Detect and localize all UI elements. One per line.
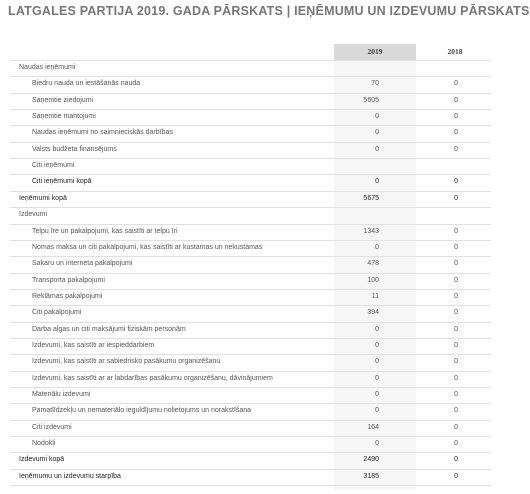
row-label: Pamatlīdzekļu un nemateriālo ieguldījumu nolietojums un norakstīšana [32,407,252,415]
table-row [0,338,491,354]
table-row [0,76,491,92]
table-row [0,354,491,370]
value-2019: 70 [371,80,379,88]
value-2018: 0 [454,309,458,317]
value-2019: 100 [367,276,379,284]
value-2018: 0 [454,96,458,104]
row-label: Izdevumi, kas saistīti ar sabiedrisko pasākumu organizēšanu [32,358,221,366]
row-divider [10,485,491,486]
value-2019: 0 [375,407,379,415]
value-2019: 3185 [363,472,379,480]
table-row [0,174,491,190]
table-row [0,322,491,338]
table-row [0,240,491,256]
row-label: Izdevumi, kas saistīti ar iespieddarbiem [32,341,155,349]
row-label: Citi ieņēmumi [32,162,75,170]
value-2019: 164 [367,423,379,431]
value-2019: 0 [375,113,379,121]
row-label: Saņemtie ziedojumi [32,96,94,104]
table-row [0,158,491,174]
row-label: Citi izdevumi [32,423,72,431]
value-2019: 0 [375,178,379,186]
value-2019: 5605 [363,96,379,104]
row-label: Saņemtie mantojumi [32,113,96,121]
row-label: Darba algas un citi maksājumi fiziskām personām [32,325,186,333]
row-label: Valsts budžeta finansējums [32,145,117,153]
table-row [0,109,491,125]
value-2018: 0 [454,292,458,300]
table-row [0,371,491,387]
table-row [0,256,491,272]
row-label: Naudas ieņēmumi no saimnieciskās darbības [32,129,173,137]
page-title: LATGALES PARTIJA 2019. GADA PĀRSKATS | IEŅĒMUMU UN IZDEVUMU PĀRSKATS [8,4,530,18]
table-row [0,191,491,207]
row-label: Ieņēmumi kopā [19,194,67,202]
value-2018: 0 [454,374,458,382]
table-row [0,305,491,321]
table-row [0,142,491,158]
table-row [0,224,491,240]
row-label: Materiālu izdevumi [32,391,91,398]
value-2019: 0 [375,243,379,251]
row-label: Ieņēmumu un izdevumu starpība [19,472,121,480]
value-2018: 0 [454,227,458,235]
value-2019: 394 [367,309,379,317]
value-2018: 0 [454,80,458,88]
row-label: Izdevumi kopā [19,456,65,464]
value-2019: 0 [375,358,379,366]
row-label: Biedru nauda un iestāšanās nauda [32,80,141,88]
value-2019: 0 [375,325,379,333]
table-row [0,60,491,76]
row-label: Transporta pakalpojumi [32,276,105,284]
value-2018: 0 [454,243,458,251]
value-2018: 0 [454,423,458,431]
value-2018: 0 [454,440,458,448]
value-2018: 0 [454,194,458,202]
value-2019: 0 [375,440,379,448]
value-2019: 0 [375,391,379,398]
value-2018: 0 [454,325,458,333]
row-label: Izdevumi, kas saistīti ar ar labdarības pasākumu organizēšanu, dāvinājumiem [32,374,273,382]
table-row [0,387,491,403]
value-2018: 0 [454,260,458,268]
row-label: Citi ieņēmumi kopā [32,178,92,186]
row-label: Reklāmas pakalpojumi [32,292,103,300]
value-2018: 0 [454,407,458,415]
table-row [0,452,491,468]
row-label: Nomas maksa un citi pakalpojumi, kas saistīti ar kustamas un nekustamas [32,243,263,251]
table-row [0,436,491,452]
value-2019: 1343 [363,227,379,235]
row-label: Nodokļi [32,440,56,448]
value-2019: 0 [375,145,379,153]
column-header-2019: 2019 [334,44,416,60]
row-label: Naudas ieņēmumi [19,64,76,71]
value-2018: 0 [454,456,458,464]
table-row [0,273,491,289]
value-2018: 0 [454,113,458,121]
table-row [0,403,491,419]
row-label: Izdevumi [19,211,48,219]
value-2018: 0 [454,129,458,137]
value-2018: 0 [454,178,458,186]
value-2018: 0 [454,358,458,366]
table-row [0,93,491,109]
table-row [0,289,491,305]
value-2018: 0 [454,391,458,398]
value-2019: 0 [375,341,379,349]
value-2018: 0 [454,341,458,349]
value-2019: 11 [371,292,379,300]
row-label: Sakaru un interneta pakalpojumi [32,260,133,268]
table-row [0,125,491,141]
value-2018: 0 [454,472,458,480]
column-header-2018: 2018 [447,47,463,56]
value-2018: 0 [454,145,458,153]
value-2019: 2490 [363,456,379,464]
table-row [0,207,491,223]
value-2019: 478 [367,260,379,268]
row-label: Citi pakalpojumi [32,309,82,317]
value-2019: 0 [375,374,379,382]
row-label: Telpu īre un pakalpojumi, kas saistīti ar telpu īri [32,227,178,235]
value-2019: 0 [375,129,379,137]
value-2018: 0 [454,276,458,284]
table-row [0,420,491,436]
value-2019: 5675 [363,194,379,202]
table-row [0,469,491,485]
